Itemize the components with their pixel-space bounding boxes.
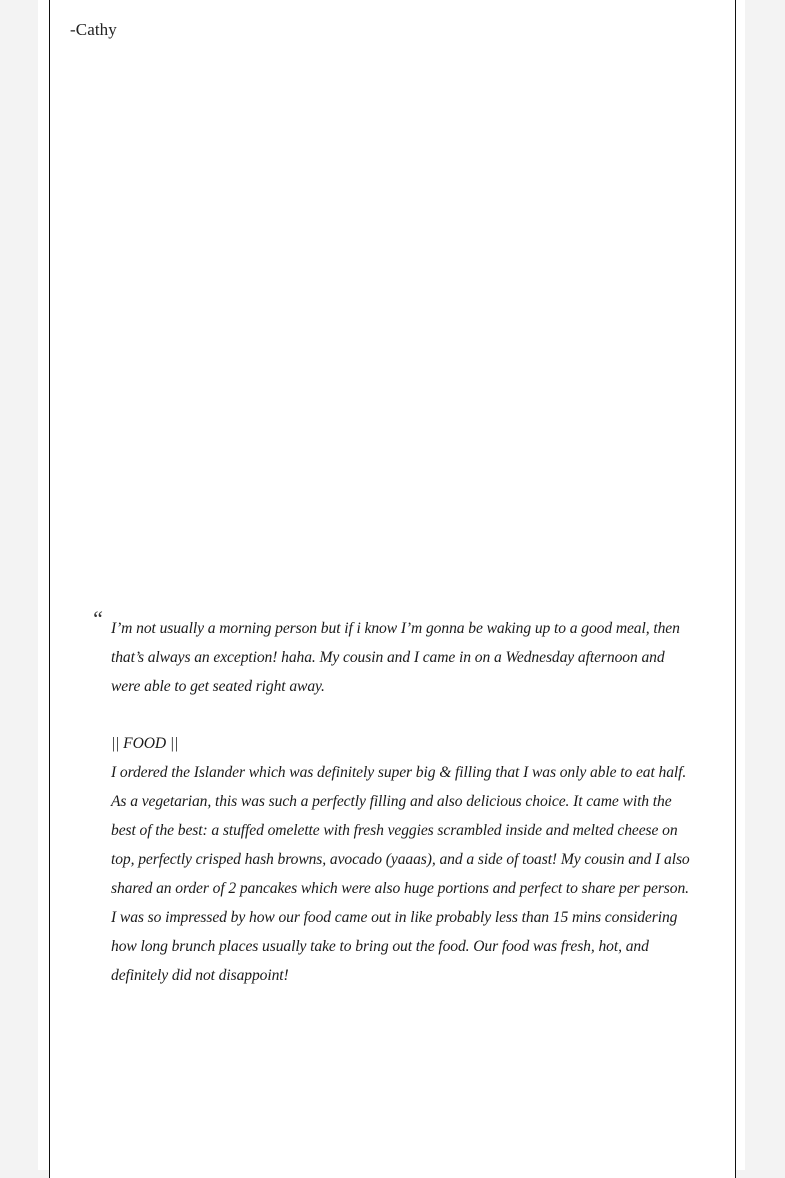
review-text-block — [111, 614, 691, 990]
review-intro: I’m not usually a morning person but if i know I’m gonna be waking up to a good meal, then that’s always an exception! haha. My cousin and I came in on a Wednesday afternoon and were able to get seated right away. — [111, 620, 680, 695]
open-quote-icon: “ — [91, 606, 104, 631]
testimonial-card — [49, 0, 736, 1178]
review-body: I ordered the Islander which was definitely super big & filling that I was only able to eat half. As a vegetarian, this was such a perfectly filling and also delicious choice. It came with the best of the best: a stuffed omelette with fresh veggies scrambled inside and melted cheese on top, perfectly crisped hash browns, avocado (yaaas), and a side of toast! My cousin and I also shared an order of 2 pancakes which were also huge portions and perfect to share per person. I was so impressed by how our food came out in like probably less than 15 mins considering how long brunch places usually take to bring out the food. Our food was fresh, hot, and definitely did not disappoint! — [111, 764, 690, 984]
reviewer-signature: -Cathy — [70, 20, 117, 39]
review-section-heading: || FOOD || — [111, 735, 179, 752]
